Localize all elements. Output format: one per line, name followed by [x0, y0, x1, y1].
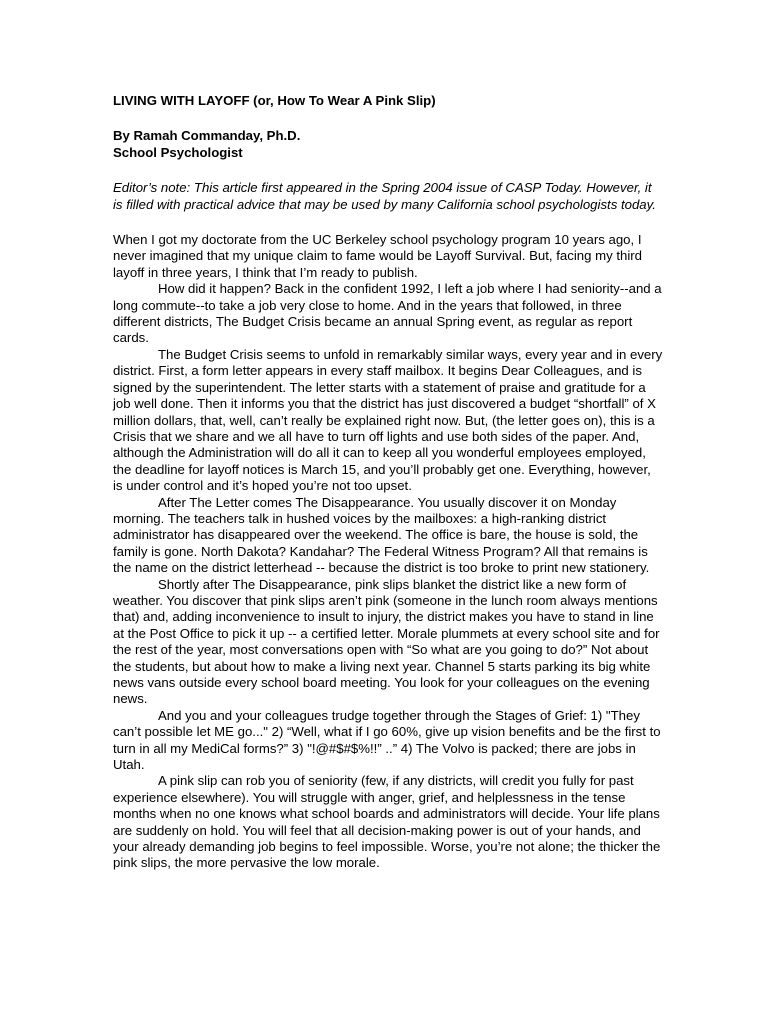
body-paragraph: A pink slip can rob you of seniority (few, if any districts, will credit you fully for past experience elsewhere). You will struggle with anger, grief, and helplessness in the tense months when no one knows what school boards and administrators will decide. Your life plans are suddenly on hold. You will feel that all decision-making power is out of your hands, and your already demanding job begins to feel impossible. Worse, you’re not alone; the thicker the pink slips, the more pervasive the low morale.: [113, 773, 661, 871]
body-paragraph: After The Letter comes The Disappearance. You usually discover it on Monday morning. The teachers talk in hushed voices by the mailboxes: a high-ranking district administrator has disappeared over the weekend. The office is bare, the house is sold, the family is gone. North Dakota? Kandahar? The Federal Witness Program? All that remains is the name on the district letterhead -- because the district is too broke to print new stationery.: [113, 494, 650, 576]
article-body: [113, 232, 663, 872]
editors-note: Editor’s note: This article first appeared in the Spring 2004 issue of CASP Today. However, it is filled with practical advice that may be used by many California school psychologists today.: [113, 180, 656, 212]
article-title: LIVING WITH LAYOFF (or, How To Wear A Pink Slip): [113, 93, 436, 108]
byline: [113, 128, 663, 161]
document-page: [113, 93, 663, 872]
body-paragraph: The Budget Crisis seems to unfold in remarkably similar ways, every year and in every district. First, a form letter appears in every staff mailbox. It begins Dear Colleagues, and is signed by the superintendent. The letter starts with a statement of praise and gratitude for a job well done. Then it informs you that the district has just discovered a budget “shortfall” of X million dollars, that, well, can’t really be explained right now. But, (the letter goes on), this is a Crisis that we share and we all have to turn off lights and use both sides of the paper. And, although the Administration will do all it can to keep all you wonderful employees employed, the deadline for layoff notices is March 15, and you’ll probably get one. Everything, however, is under control and it’s hoped you’re not too upset.: [113, 346, 663, 494]
body-paragraph: When I got my doctorate from the UC Berkeley school psychology program 10 years ago, I never imagined that my unique claim to fame would be Layoff Survival. But, facing my third layoff in three years, I think that I’m ready to publish.: [113, 232, 642, 280]
author-role: School Psychologist: [113, 144, 243, 160]
author-name: By Ramah Commanday, Ph.D.: [113, 128, 301, 144]
body-paragraph: How did it happen? Back in the confident 1992, I left a job where I had seniority--and a long commute--to take a job very close to home. And in the years that followed, in three different districts, The Budget Crisis became an annual Spring event, as regular as report cards.: [113, 281, 662, 346]
body-paragraph: And you and your colleagues trudge together through the Stages of Grief: 1) "They can’t possible let ME go..." 2) “Well, what if I go 60%, give up vision benefits and be the first to turn in all my MediCal forms?” 3) "!@#$#$%!!” ..” 4) The Volvo is packed; there are jobs in Utah.: [113, 707, 661, 773]
body-paragraph: Shortly after The Disappearance, pink slips blanket the district like a new form of weather. You discover that pink slips aren’t pink (someone in the lunch room always mentions that) and, adding inconvenience to insult to injury, the district makes you have to stand in line at the Post Office to pick it up -- a certified letter. Morale plummets at every school site and for the rest of the year, most conversations open with “So what are you going to do?” Not about the students, but about how to make a living next year. Channel 5 starts parking its big white news vans outside every school board meeting. You look for your colleagues on the evening news.: [113, 576, 660, 707]
